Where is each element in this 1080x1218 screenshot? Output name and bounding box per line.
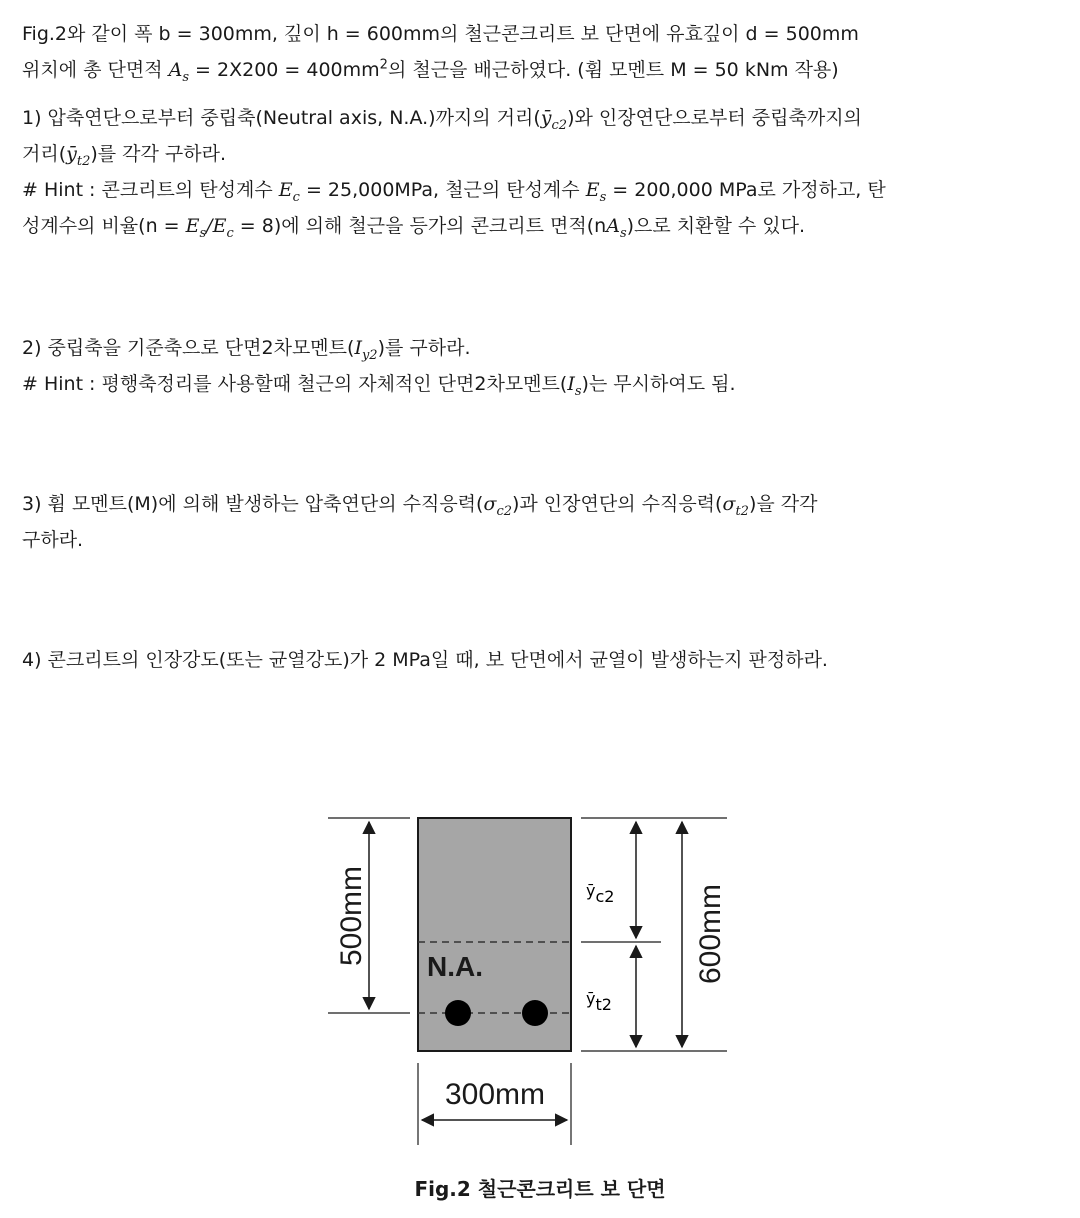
- q1-text-a: 1) 압축연단으로부터 중립축(Neutral axis, N.A.)까지의 거리(: [22, 107, 541, 129]
- intro-line2-c: 의 철근을 배근하였다. (휨 모멘트 M = 50 kNm 작용): [387, 59, 839, 81]
- na-label: N.A.: [427, 951, 483, 982]
- yt2-label-subscript: t2: [595, 995, 612, 1014]
- as-subscript: s: [182, 69, 190, 85]
- sigma-t2-subscript: t2: [735, 503, 749, 519]
- question-2: [22, 330, 1042, 402]
- is-symbol: I: [567, 373, 575, 395]
- ratio-ec-symbol: E: [212, 215, 227, 237]
- q2-text-a: 2) 중립축을 기준축으로 단면2차모멘트(: [22, 337, 355, 359]
- area-unit-exponent: 2: [379, 57, 388, 73]
- es-symbol: E: [585, 179, 600, 201]
- ratio-ec-subscript: c: [226, 225, 234, 241]
- figure-caption: Fig.2 철근콘크리트 보 단면: [414, 1177, 666, 1201]
- nas-subscript: s: [619, 225, 627, 241]
- intro-line2-a: 위치에 총 단면적: [22, 59, 169, 81]
- left-dimension-label: 500mm: [334, 865, 368, 967]
- q1-text-c: 거리(: [22, 143, 67, 165]
- as-symbol: A: [168, 59, 183, 81]
- ec-symbol: E: [278, 179, 293, 201]
- q3-text-a: 3) 휨 모멘트(M)에 의해 발생하는 압축연단의 수직응력(: [22, 493, 484, 515]
- sigma-c2-symbol: σ: [483, 493, 497, 515]
- question-4: [22, 642, 1042, 678]
- q1-hint-c: = 200,000 MPa로 가정하고, 탄: [606, 179, 886, 201]
- beam-section-figure: [0, 800, 1080, 1111]
- ec-subscript: c: [292, 189, 300, 205]
- q1-text-b: )와 인장연단으로부터 중립축까지의: [567, 107, 862, 129]
- yc2-label-subscript: c2: [595, 887, 615, 906]
- q1-hint-f: )으로 치환할 수 있다.: [626, 215, 806, 237]
- yt2-label: [586, 989, 612, 1014]
- rebar-right: [522, 1000, 548, 1026]
- iy2-symbol: I: [354, 337, 362, 359]
- right-dimension-label: 600mm: [693, 883, 727, 985]
- q1-hint-a: # Hint : 콘크리트의 탄성계수: [22, 179, 279, 201]
- es-subscript: s: [599, 189, 607, 205]
- yc2-subscript: c2: [551, 117, 568, 133]
- iy2-subscript: y2: [361, 347, 378, 363]
- sigma-t2-symbol: σ: [722, 493, 736, 515]
- q2-hint-b: )는 무시하여도 됨.: [581, 373, 736, 395]
- ratio-slash: /: [206, 215, 213, 237]
- q1-hint-b: = 25,000MPa, 철근의 탄성계수: [299, 179, 586, 201]
- nas-symbol: A: [606, 215, 620, 237]
- q2-text-b: )를 구하라.: [377, 337, 471, 359]
- concrete-section: [418, 818, 571, 1051]
- question-3: [22, 486, 1042, 558]
- problem-text: [22, 16, 1042, 678]
- question-1: [22, 100, 1042, 244]
- q3-text-b: )과 인장연단의 수직응력(: [512, 493, 723, 515]
- q4-text: 4) 콘크리트의 인장강도(또는 균열강도)가 2 MPa일 때, 보 단면에서 균열이 발생하는지 판정하라.: [22, 649, 828, 671]
- q1-hint-d: 성계수의 비율(n =: [22, 215, 186, 237]
- yc2-label-symbol: ȳ: [586, 881, 596, 900]
- yc2-label: [586, 881, 614, 906]
- q2-hint-a: # Hint : 평행축정리를 사용할때 철근의 자체적인 단면2차모멘트(: [22, 373, 568, 395]
- q1-text-d: )를 각각 구하라.: [90, 143, 227, 165]
- sigma-c2-subscript: c2: [496, 503, 512, 519]
- rebar-left: [445, 1000, 471, 1026]
- q3-text-c: )을 각각: [748, 493, 818, 515]
- yc2-symbol: ȳ: [540, 107, 552, 129]
- intro-line2-b: = 2X200 = 400mm: [189, 59, 380, 81]
- ratio-es-symbol: E: [185, 215, 200, 237]
- yt2-symbol: ȳ: [66, 143, 77, 165]
- q1-hint-e: = 8)에 의해 철근을 등가의 콘크리트 면적(n: [233, 215, 607, 237]
- yt2-label-symbol: ȳ: [586, 989, 596, 1008]
- intro-line1: Fig.2와 같이 폭 b = 300mm, 깊이 h = 600mm의 철근콘크리트 보 단면에 유효깊이 d = 500mm: [22, 23, 859, 45]
- is-subscript: s: [574, 383, 582, 399]
- ratio-es-subscript: s: [199, 225, 207, 241]
- yt2-subscript: t2: [76, 153, 91, 169]
- q3-text-d: 구하라.: [22, 529, 84, 551]
- intro-paragraph: [22, 16, 1042, 88]
- bottom-dimension-label: 300mm: [444, 1078, 546, 1111]
